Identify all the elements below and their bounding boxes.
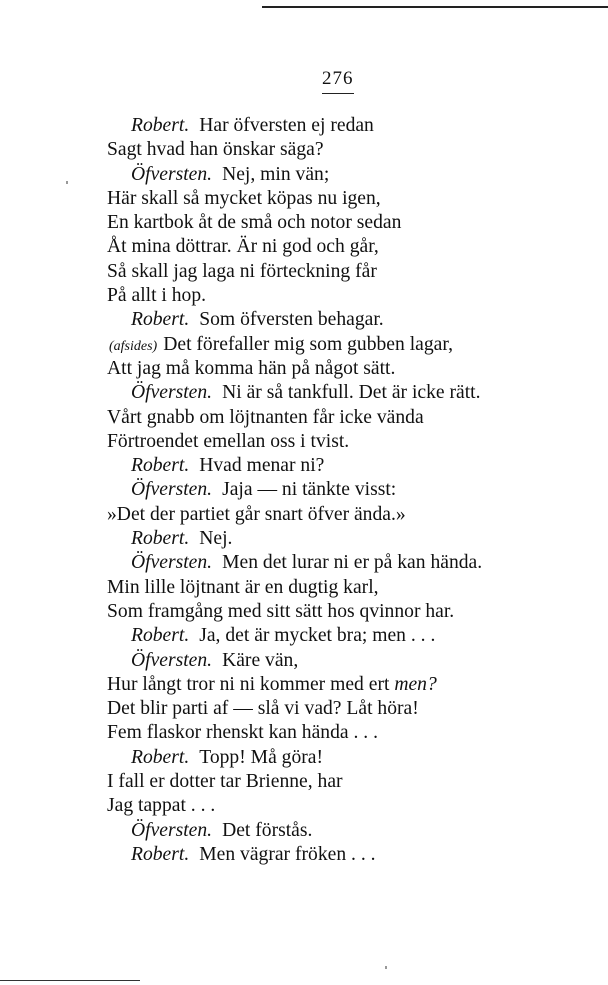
- text-line: [107, 697, 607, 721]
- speaker-name: Öfversten.: [131, 382, 213, 404]
- line-text: Som framgång med sitt sätt hos qvinnor har.: [107, 600, 455, 622]
- speaker-name: Robert.: [131, 625, 190, 647]
- line-text: Topp! Må göra!: [199, 746, 324, 768]
- line-text: Åt mina döttrar. Är ni god och går,: [107, 236, 379, 258]
- line-text: Som öfversten behagar.: [199, 309, 384, 331]
- speaker-name: Öfversten.: [131, 819, 213, 841]
- text-line: [107, 187, 607, 211]
- text-line: [107, 308, 607, 332]
- text-line: [107, 624, 607, 648]
- text-line: [107, 235, 607, 259]
- line-text: Nej, min vän;: [222, 163, 330, 185]
- speaker-name: Robert.: [131, 843, 190, 865]
- speaker-name: Robert.: [131, 309, 190, 331]
- page-number: 276: [322, 68, 354, 94]
- speaker-name: Öfversten.: [131, 479, 213, 501]
- speaker-name: Öfversten.: [131, 552, 213, 574]
- text-line: [107, 333, 607, 357]
- paper-speck: [385, 966, 387, 969]
- line-text: Ni är så tankfull. Det är icke rätt.: [222, 382, 481, 404]
- line-text: Förtroendet emellan oss i tvist.: [107, 430, 350, 452]
- line-text: »Det der partiet går snart öfver ända.»: [107, 503, 406, 525]
- line-text: Det förstås.: [222, 819, 313, 841]
- text-line: [107, 673, 607, 697]
- line-text: Här skall så mycket köpas nu igen,: [107, 187, 381, 209]
- text-line: [107, 819, 607, 843]
- line-text: Sagt hvad han önskar säga?: [107, 139, 324, 161]
- line-text: Men det lurar ni er på kan hända.: [222, 552, 483, 574]
- text-line: [107, 551, 607, 575]
- line-text: Det blir parti af — slå vi vad? Låt höra!: [107, 698, 419, 720]
- text-line: [107, 649, 607, 673]
- speaker-name: Robert.: [131, 528, 190, 550]
- speaker-name: Robert.: [131, 115, 190, 136]
- line-text: Hur långt tror ni ni kommer med ert: [107, 673, 390, 695]
- text-line: [107, 478, 607, 502]
- text-line: [107, 721, 607, 745]
- speaker-name: Robert.: [131, 746, 190, 768]
- line-text: I fall er dotter tar Brienne, har: [107, 771, 343, 793]
- stage-direction: (afsides): [109, 338, 158, 354]
- text-line: [107, 600, 607, 624]
- text-line: [107, 138, 607, 162]
- dialogue-text: [107, 114, 607, 867]
- emphasized-word: men?: [394, 673, 437, 695]
- text-line: [107, 381, 607, 405]
- line-text: Det förefaller mig som gubben lagar,: [163, 333, 453, 355]
- text-line: [107, 406, 607, 430]
- text-line: [107, 430, 607, 454]
- text-line: [107, 794, 607, 818]
- text-line: [107, 114, 607, 138]
- line-text: Min lille löjtnant är en dugtig karl,: [107, 576, 379, 598]
- line-text: Jag tappat . . .: [107, 795, 216, 817]
- text-line: [107, 211, 607, 235]
- line-text: Käre vän,: [222, 649, 299, 671]
- line-text: Att jag må komma hän på något sätt.: [107, 357, 396, 379]
- line-text: På allt i hop.: [107, 285, 207, 307]
- text-line: [107, 576, 607, 600]
- text-line: [107, 284, 607, 308]
- line-text: Men vägrar fröken . . .: [199, 843, 376, 865]
- text-line: [107, 843, 607, 867]
- line-text: Har öfversten ej redan: [199, 115, 374, 136]
- line-text: Jaja — ni tänkte visst:: [222, 479, 397, 501]
- line-text: Hvad menar ni?: [199, 455, 325, 477]
- line-text: Så skall jag laga ni förteckning får: [107, 260, 377, 282]
- text-line: [107, 503, 607, 527]
- text-line: [107, 454, 607, 478]
- text-line: [107, 260, 607, 284]
- text-line: [107, 746, 607, 770]
- top-border-rule: [262, 6, 608, 8]
- line-text: En kartbok åt de små och notor sedan: [107, 212, 402, 234]
- line-text: Vårt gnabb om löjtnanten får icke vända: [107, 406, 424, 428]
- line-text: Ja, det är mycket bra; men . . .: [199, 625, 436, 647]
- speaker-name: Öfversten.: [131, 163, 213, 185]
- paper-speck: [66, 181, 68, 184]
- speaker-name: Öfversten.: [131, 649, 213, 671]
- text-line: [107, 357, 607, 381]
- speaker-name: Robert.: [131, 455, 190, 477]
- text-line: [107, 770, 607, 794]
- bottom-edge-rule: [0, 980, 140, 981]
- line-text: Nej.: [199, 528, 233, 550]
- line-text: Fem flaskor rhenskt kan hända . . .: [107, 722, 378, 744]
- text-line: [107, 527, 607, 551]
- text-line: [107, 163, 607, 187]
